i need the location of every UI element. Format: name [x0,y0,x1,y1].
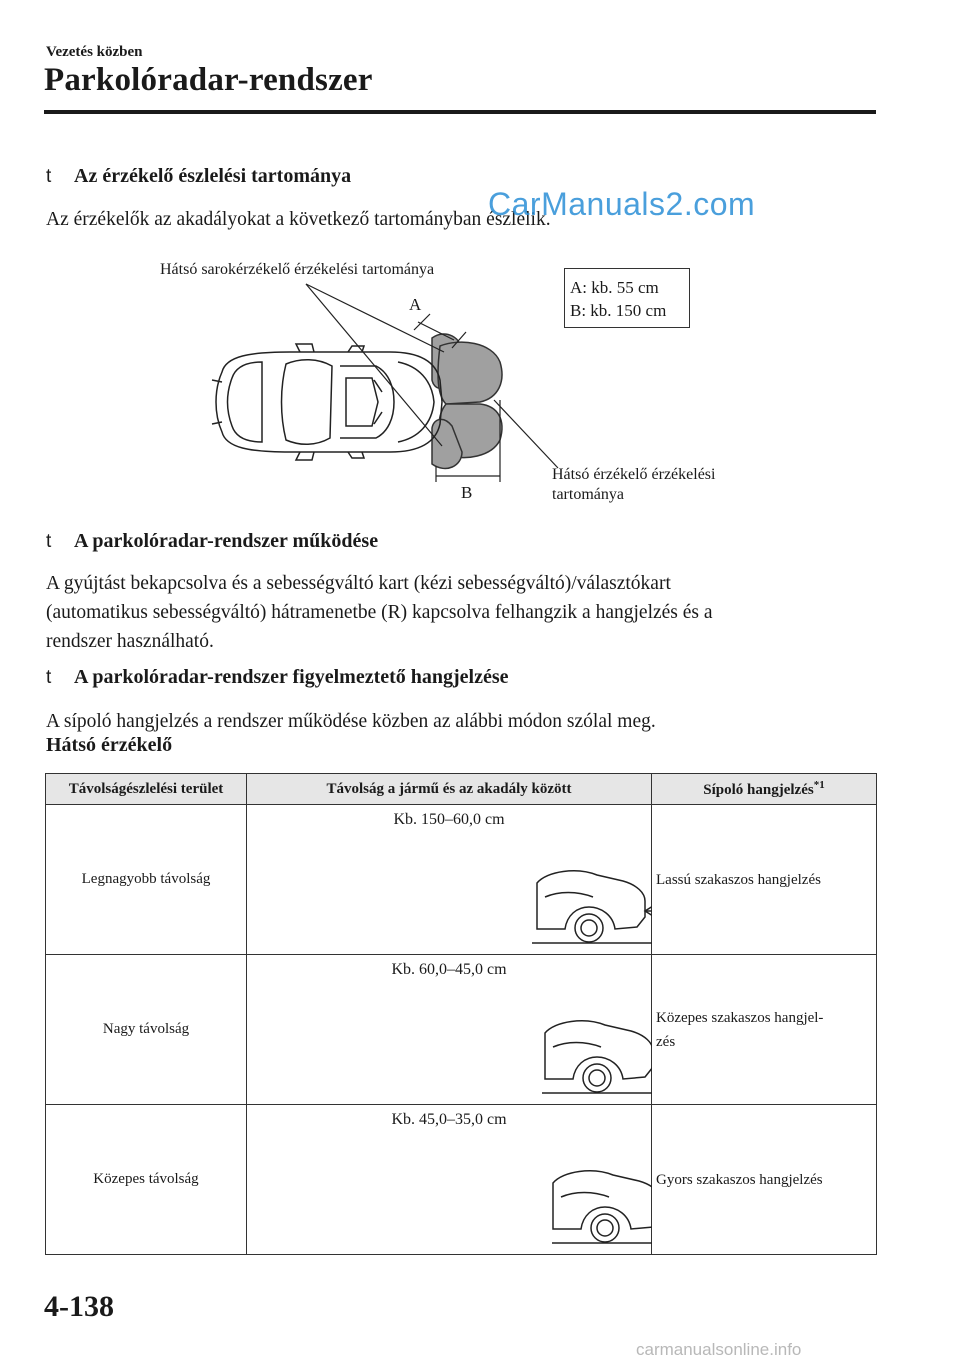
rear-sensor-subheading: Hátsó érzékelő [46,734,173,756]
section-bullet-icon: t [46,166,52,187]
page-number: 4-138 [44,1290,114,1323]
rear-label-leader [494,400,558,468]
distance-label: Kb. 150–60,0 cm [393,811,505,828]
distance-label: Kb. 45,0–35,0 cm [391,1111,507,1128]
car-top-view [212,344,442,460]
dimension-a-label: A [409,295,422,314]
corner-sensor-label: Hátsó sarokérzékelő érzékelési tartománya [160,261,435,278]
header-area: Távolságészlelési terület [46,774,247,805]
operation-text [46,569,866,656]
chapter-label: Vezetés közben [46,44,143,60]
section-heading-operation [46,530,378,553]
area-cell: Nagy távolság [46,955,247,1105]
dimension-b-label: B [461,483,473,502]
legend-b: B: kb. 150 cm [570,301,667,320]
beep-text-continued: zés [656,1033,676,1050]
warning-beep-text: A sípoló hangjelzés a rendszer működése közben az alábbi módon szólal meg. [46,711,656,732]
beep-text: Közepes szakaszos hangjel- [656,1009,824,1026]
table-row [46,955,877,1105]
section-heading-warning-beep [46,666,509,689]
footer-watermark: carmanualsonline.info [636,1340,802,1359]
distance-label: Kb. 60,0–45,0 cm [391,961,507,978]
beep-text: Gyors szakaszos hangjelzés [656,1171,823,1188]
operation-line-2: (automatikus sebességváltó) hátramenetbe (R) kapcsolva felhangzik a hangjelzés és a [46,602,713,623]
section-heading-text: A parkolóradar-rendszer működése [74,530,379,552]
page-title: Parkolóradar-rendszer [44,62,373,98]
distance-cell [247,955,652,1105]
beep-table [45,773,877,1255]
car-distance-illustration [247,805,652,954]
operation-line-3: rendszer használható. [46,631,214,652]
header-distance: Távolság a jármű és az akadály között [247,774,652,805]
distance-cell [247,1105,652,1255]
header-beep-text: Sípoló hangjelzés [703,782,814,798]
section-heading-text: A parkolóradar-rendszer figyelmeztető hangjelzése [74,666,509,688]
table-header-row [46,774,877,805]
beep-cell [652,955,877,1105]
section-heading-text: Az érzékelő észlelési tartománya [74,165,352,187]
header-beep [652,774,877,805]
legend-a: A: kb. 55 cm [570,278,659,297]
rear-zone-upper [438,342,502,404]
beep-cell [652,1105,877,1255]
car-distance-illustration [247,955,652,1104]
car-distance-illustration [247,1105,652,1254]
watermark-logo: CarManuals2.com [488,186,756,222]
section-bullet-icon: t [46,667,52,688]
table-row [46,1105,877,1255]
table-row [46,805,877,955]
operation-line-1: A gyújtást bekapcsolva és a sebességváltó kart (kézi sebességváltó)/választókart [46,573,671,594]
rear-sensor-label-line1: Hátsó érzékelő érzékelési [552,466,716,483]
area-cell: Legnagyobb távolság [46,805,247,955]
footnote-marker: *1 [813,779,825,791]
rear-sensor-label-line2: tartománya [552,486,624,503]
section-bullet-icon: t [46,531,52,552]
beep-text: Lassú szakaszos hangjelzés [656,871,821,888]
detection-range-figure [0,0,960,540]
distance-cell [247,805,652,955]
detection-range-text: Az érzékelők az akadályokat a következő tartományban észlelik. [46,209,551,230]
beep-cell [652,805,877,955]
area-cell: Közepes távolság [46,1105,247,1255]
